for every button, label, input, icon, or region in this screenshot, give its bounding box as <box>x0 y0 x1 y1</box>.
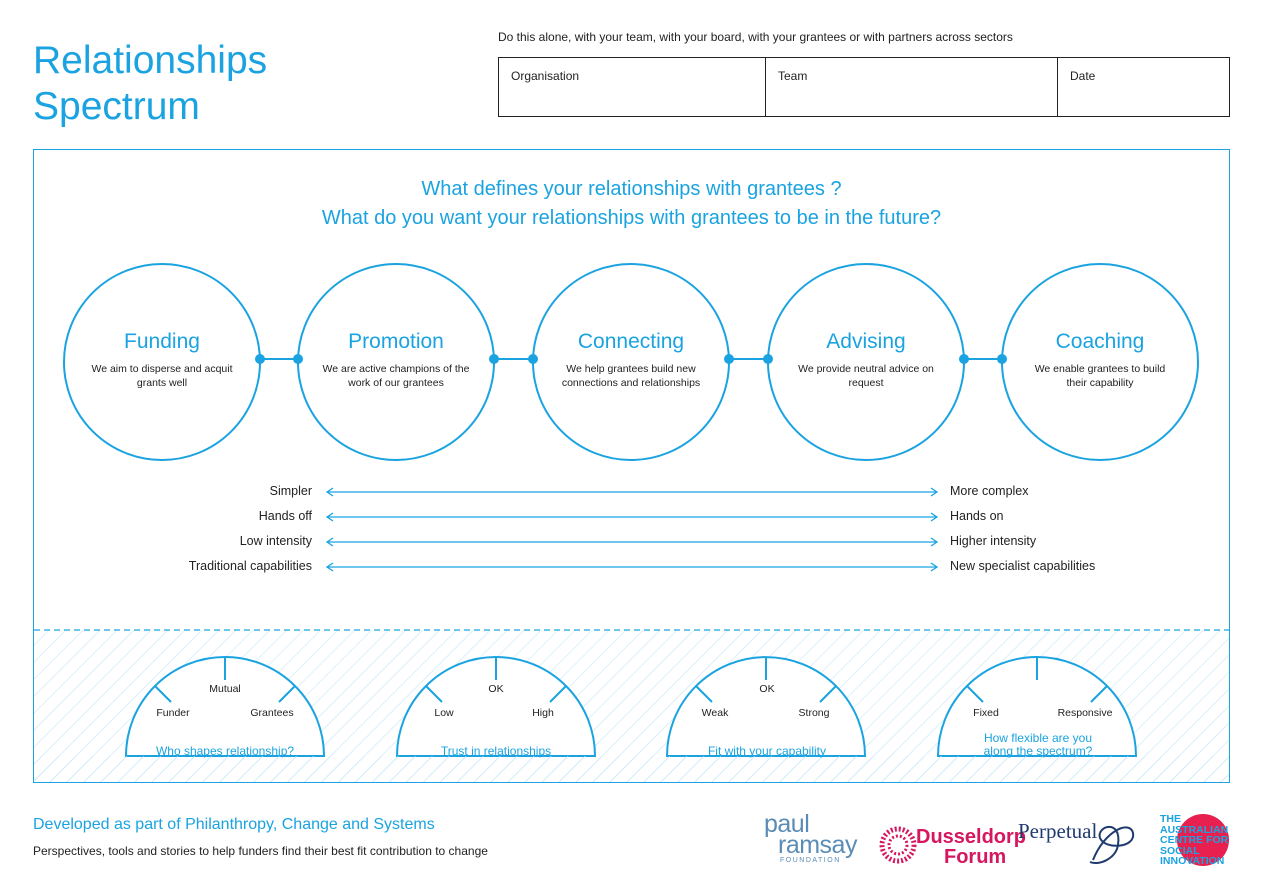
stage-desc-connecting: We help grantees build new connections and relationships <box>561 363 701 389</box>
date-field[interactable]: Date <box>1070 69 1096 83</box>
tacsi-logo-line1: THE <box>1160 813 1181 825</box>
tacsi-logo-line2: AUSTRALIAN <box>1160 823 1229 836</box>
spectrum-right-3: Higher intensity <box>950 534 1037 548</box>
gauge-4-left: Fixed <box>973 707 999 719</box>
gauge-3-left: Weak <box>701 707 729 719</box>
stage-title-promotion: Promotion <box>348 330 444 353</box>
spectrum-left-3: Low intensity <box>239 534 312 548</box>
gauge-4-question <box>938 732 1138 758</box>
spectrum-arrows <box>327 488 937 571</box>
organisation-field[interactable]: Organisation <box>499 58 766 116</box>
gauge-1-question: Who shapes relationship? <box>155 744 295 758</box>
spectrum-right-1: More complex <box>950 484 1029 498</box>
paul-ramsay-logo <box>764 810 857 866</box>
question-current: What defines your relationships with grantees ? <box>421 178 842 200</box>
stage-desc-coaching: We enable grantees to build their capability <box>1034 363 1166 389</box>
gauge-3-question: Fit with your capability <box>707 744 827 758</box>
team-field[interactable]: Team <box>766 58 1058 116</box>
paul-ramsay-logo-ramsay: ramsay <box>778 831 857 859</box>
stage-desc-funding: We aim to disperse and acquit grants well <box>91 363 233 389</box>
dusseldorp-logo <box>916 827 1026 867</box>
footer-subheading: Perspectives, tools and stories to help funders find their best fit contribution to change <box>33 844 488 858</box>
spectrum-left-2: Hands off <box>258 509 312 523</box>
gauge-2-right: High <box>532 707 554 719</box>
page-title-line2: Spectrum <box>33 85 200 128</box>
gauge-2-question: Trust in relationships <box>440 744 552 758</box>
paul-ramsay-logo-foundation: FOUNDATION <box>780 857 841 864</box>
footer-heading: Developed as part of Philanthropy, Change and Systems <box>33 816 435 833</box>
perpetual-logo: Perpetual <box>1018 819 1098 843</box>
spectrum-left-4: Traditional capabilities <box>188 559 312 573</box>
gauge-4-question-line1: How flexible are you <box>983 731 1093 745</box>
stage-title-advising: Advising <box>826 330 906 353</box>
gauge-1-right: Grantees <box>250 707 294 719</box>
dusseldorp-emblem-icon <box>882 829 914 861</box>
dusseldorp-logo-forum: Forum <box>944 846 1007 868</box>
gauge-3-right: Strong <box>798 707 830 719</box>
paul-ramsay-logo-paul: paul <box>764 810 810 838</box>
gauge-4-right: Responsive <box>1057 707 1113 719</box>
gauge-3-middle: OK <box>759 683 775 695</box>
gauge-2-left: Low <box>434 707 454 719</box>
stage-title-connecting: Connecting <box>577 330 685 353</box>
gauge-1-left: Funder <box>156 707 190 719</box>
dusseldorp-logo-name: Dusseldorp <box>916 826 1027 848</box>
tacsi-logo-line3: CENTRE FOR <box>1160 834 1229 846</box>
spectrum-right-4: New specialist capabilities <box>950 559 1096 573</box>
page-title-line1: Relationships <box>33 39 268 82</box>
stage-title-funding: Funding <box>124 330 200 353</box>
stage-title-coaching: Coaching <box>1055 330 1145 353</box>
instructions: Do this alone, with your team, with your board, with your grantees or with partners across sectors <box>498 30 1013 44</box>
tacsi-logo-line4: SOCIAL <box>1160 844 1200 857</box>
stage-desc-advising: We provide neutral advice on request <box>798 363 934 389</box>
spectrum-right-2: Hands on <box>950 509 1004 523</box>
question-future: What do you want your relationships with grantees to be in the future? <box>321 207 942 229</box>
stage-desc-promotion: We are active champions of the work of our grantees <box>322 363 470 389</box>
tacsi-logo <box>1160 814 1228 867</box>
gauge-1-middle: Mutual <box>209 683 241 695</box>
gauge-4-question-line2: along the spectrum? <box>983 744 1093 758</box>
gauge-2-middle: OK <box>488 683 504 695</box>
tacsi-logo-line5: INNOVATION <box>1160 855 1225 867</box>
spectrum-left-1: Simpler <box>269 484 312 498</box>
